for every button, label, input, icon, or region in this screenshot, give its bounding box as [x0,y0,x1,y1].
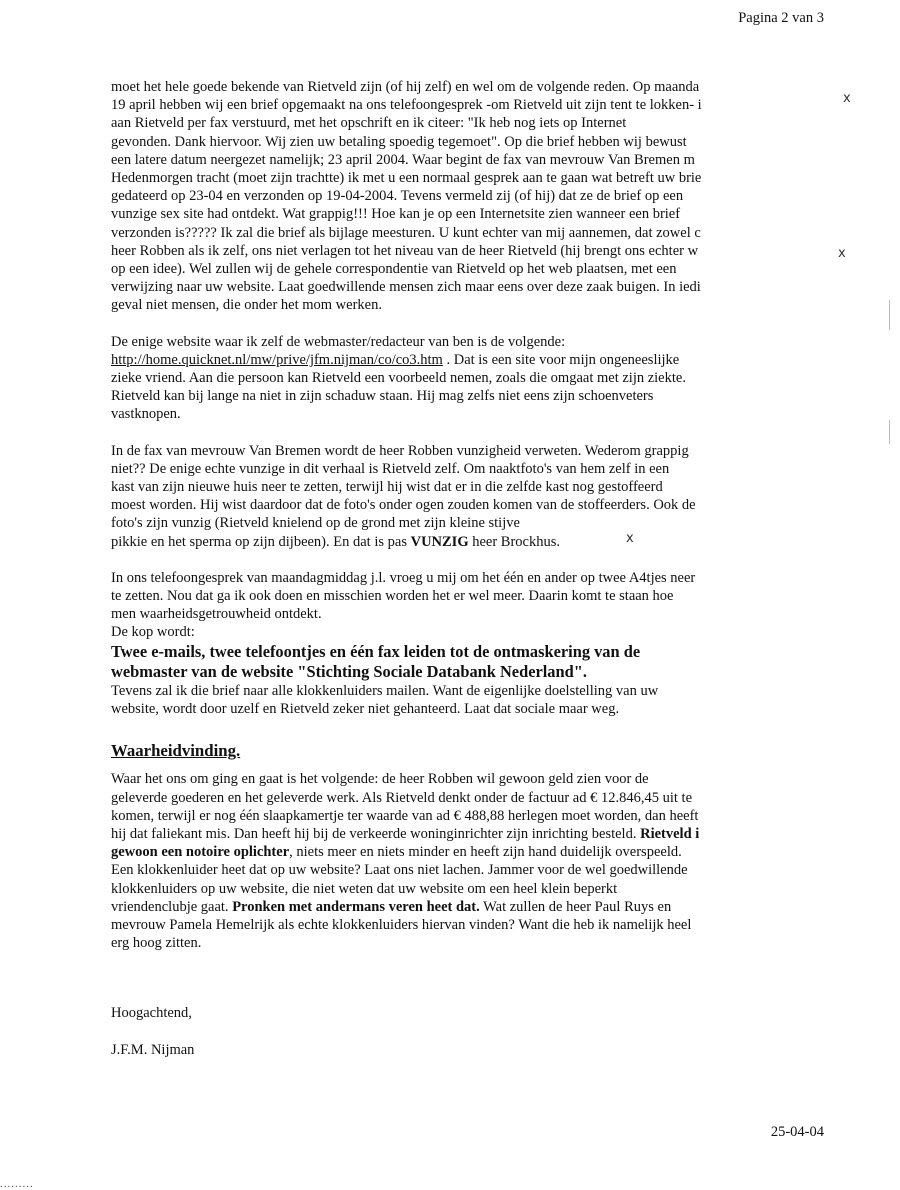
text-line: gevonden. Dank hiervoor. Wij zien uw betaling spoedig tegemoet". Op die brief hebben wij bewust [111,133,687,150]
text-segment: hij dat faliekant mis. Dan heeft hij bij de verkeerde woninginrichter zijn inrichting besteld. [111,825,641,842]
text-line: website, wordt door uzelf en Rietveld zeker niet gehanteerd. Laat dat sociale maar weg. [111,700,620,717]
text-line: een latere datum neergezet namelijk; 23 april 2004. Waar begint de fax van mevrouw Van Bremen m [111,151,695,168]
text-line: Hedenmorgen tracht (moet zijn trachtte) ik met u een normaal gesprek aan te gaan wat betreft uw brie [111,170,702,187]
text-line: moest worden. Hij wist daardoor dat de foto's onder ogen zouden komen van de stoffeerders. Ook de [111,497,696,514]
text-line: In ons telefoongesprek van maandagmiddag j.l. vroeg u mij om het één en ander op twee A4tjes neer [111,569,696,586]
text-line: Tevens zal ik die brief naar alle klokkenluiders mailen. Want de eigenlijke doelstelling van uw [111,682,659,699]
text-segment: Wat zullen de heer Paul Ruys en [479,898,672,915]
paragraph-2 [111,333,826,424]
bold-text: Rietveld i [640,825,700,842]
text-line: erg hoog zitten. [111,935,202,952]
headline-line: Twee e-mails, twee telefoontjes en één fax leiden tot de ontmaskering van de [111,641,641,661]
text-line: te zetten. Nou dat ga ik ook doen en misschien worden het er wel meer. Daarin komt te staan hoe [111,588,674,605]
section-title: Waarheidvinding. [111,741,241,761]
letter-body [111,78,826,1059]
text-line: men waarheidsgetrouwheid ontdekt. [111,606,322,623]
bold-text: gewoon een notoire oplichter [111,844,290,861]
text-line: In de fax van mevrouw Van Bremen wordt de heer Robben vunzigheid verweten. Wederom grappig [111,442,689,459]
text-line: foto's zijn vunzig (Rietveld knielend op de grond met zijn kleine stijve [111,515,520,532]
text-line: mevrouw Pamela Hemelrijk als echte klokkenluiders hiervan vinden? Want die heb ik namelijk heel [111,916,692,933]
text-line: 19 april hebben wij een brief opgemaakt na ons telefoongesprek -om Rietveld uit zijn tent te lokken- i [111,97,702,114]
text-line: niet?? De enige echte vunzige in dit verhaal is Rietveld zelf. Om naaktfoto's van hem zelf in een [111,460,670,477]
text-line: geval niet mensen, die onder het mom werken. [111,297,382,314]
text-line: verzonden is????? Ik zal die brief als bijlage meesturen. U kunt echter van mij aannemen, dat zowel c [111,224,701,241]
text-line: komen, terwijl er nog één slaapkamertje ter waarde van ad € 488,88 herlegen moet worden, dan heeft [111,807,699,824]
text-line: Rietveld kan bij lange na niet in zijn schaduw staan. Hij mag zelfs niet eens zijn schoenveters [111,388,654,405]
bold-text: Pronken met andermans veren heet dat. [232,898,480,915]
text-segment: , niets meer en niets minder en heeft zijn hand duidelijk overspeeld. [289,844,682,861]
text-line [111,898,826,916]
margin-x-mark: x [838,246,846,261]
text-line: heer Robben als ik zelf, ons niet verlagen tot het niveau van de heer Rietveld (hij brengt ons echter w [111,242,699,259]
text-segment: pikkie en het sperma op zijn dijbeen). En dat is pas [111,533,411,550]
text-line [111,533,826,551]
paragraph-6 [111,770,826,952]
text-line [111,825,826,843]
text-line: kast van zijn nieuwe huis neer te zetten, terwijl hij wist dat er in die zelfde kast nog gestoffeerd [111,479,663,496]
paragraph-1 [111,78,826,315]
text-line: verwijzing naar uw website. Laat goedwillende mensen zich maar eens over deze zaak buigen. In iedi [111,279,701,296]
text-line: klokkenluiders op uw website, die niet weten dat uw website om een heel klein beperkt [111,880,618,897]
text-line [111,351,826,369]
text-line: aan Rietveld per fax verstuurd, met het opschrift en ik citeer: "Ik heb nog iets op Internet [111,115,627,132]
text-line: De kop wordt: [111,624,195,641]
text-line: vastknopen. [111,406,181,423]
margin-x-mark: x [843,91,851,106]
text-line: op een idee). Wel zullen wij de gehele correspondentie van Rietveld op het web plaatsen, met een [111,261,677,278]
closing-salutation: Hoogachtend, [111,1005,192,1022]
bold-text: VUNZIG [410,533,469,550]
page-number: Pagina 2 van 3 [738,10,824,26]
scan-artifact-line [889,300,890,330]
text-line: De enige website waar ik zelf de webmaster/redacteur van ben is de volgende: [111,333,566,350]
signature-name: J.F.M. Nijman [111,1041,195,1058]
text-line: Een klokkenluider heet dat op uw website? Laat ons niet lachen. Jammer voor de wel goedwillende [111,862,688,879]
text-segment: . Dat is een site voor mijn ongeneeslijke [442,351,680,368]
headline-line: webmaster van de website "Stichting Sociale Databank Nederland". [111,661,587,681]
text-line: geleverde goederen en het geleverde werk. Als Rietveld denkt onder de factuur ad € 12.846,45 uit te [111,789,692,806]
text-line: moet het hele goede bekende van Rietveld zijn (of hij zelf) en wel om de volgende reden. Op maanda [111,79,700,95]
paragraph-4 [111,569,826,718]
website-link[interactable]: http://home.quicknet.nl/mw/prive/jfm.nijman/co/co3.htm [111,351,443,368]
text-line [111,843,826,861]
scan-artifact-line [889,420,890,444]
text-segment: vriendenclubje gaat. [111,898,233,915]
text-line: Waar het ons om ging en gaat is het volgende: de heer Robben wil gewoon geld zien voor de [111,771,649,788]
text-line: vunzige sex site had ontdekt. Wat grappig!!! Hoe kan je op een Internetsite zien wanneer een brief [111,206,681,223]
letter-date: 25-04-04 [770,1124,824,1140]
paragraph-3 [111,442,826,551]
scan-dotted-edge: ......... [0,1178,34,1190]
inline-x-mark: x [626,531,634,546]
text-segment: heer Brockhus. [468,533,561,550]
text-line: zieke vriend. Aan die persoon kan Rietveld een voorbeeld nemen, zoals die omgaat met zijn ziekte. [111,370,686,387]
text-line: gedateerd op 23-04 en verzonden op 19-04-2004. Tevens vermeld zij (of hij) dat ze de brief op een [111,188,684,205]
